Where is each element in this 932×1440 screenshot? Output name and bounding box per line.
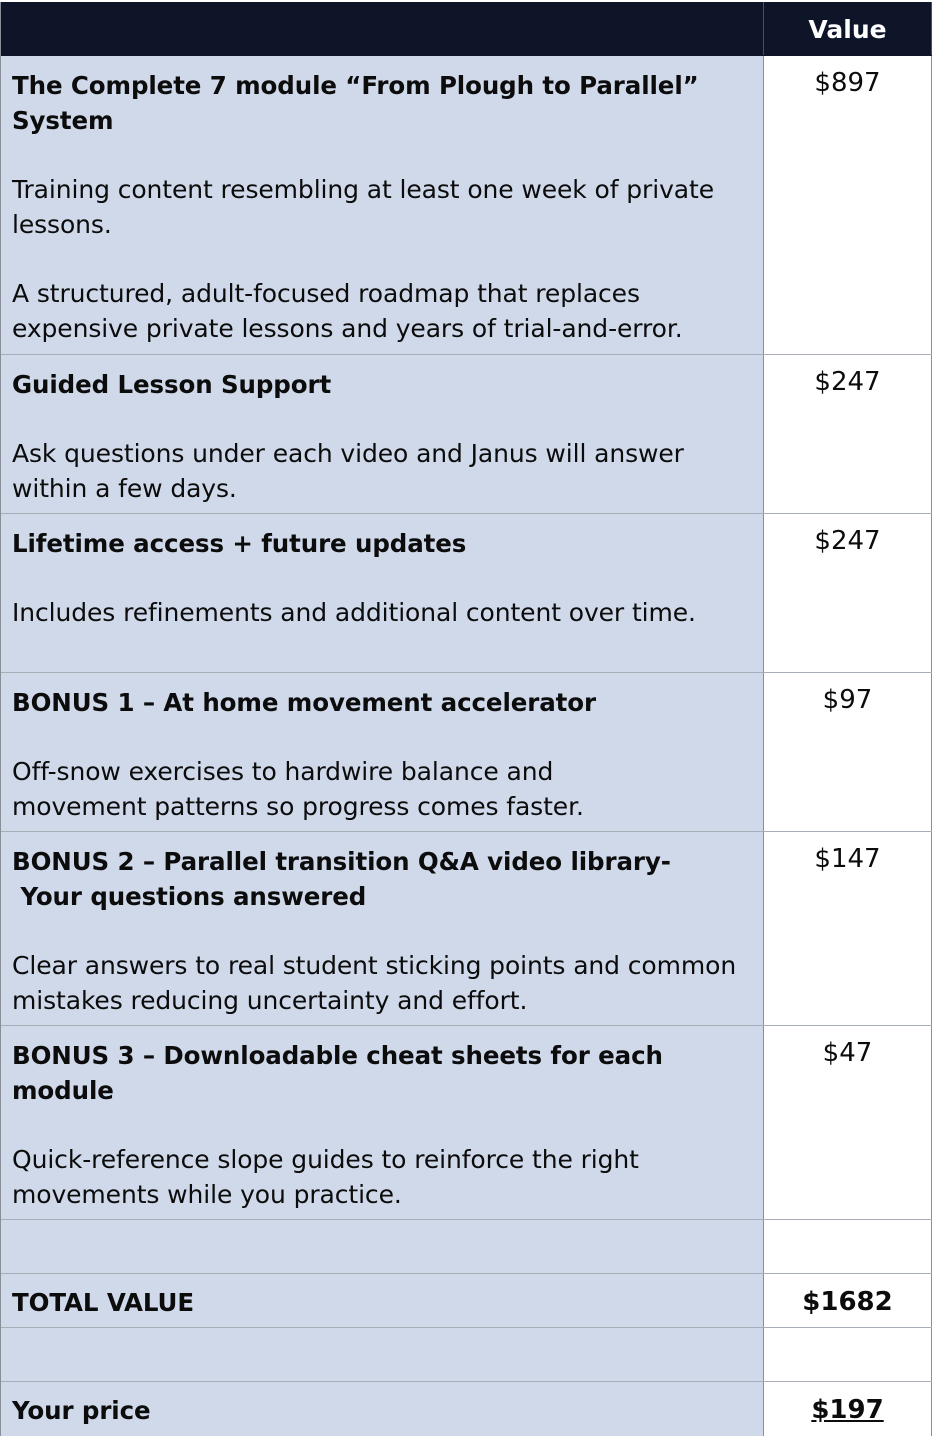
price-label: Your price <box>12 1396 151 1425</box>
table-row-spacer <box>1 1220 932 1274</box>
item-value: $247 <box>764 514 932 672</box>
item-description: Ask questions under each video and Janus will answer within a few days. <box>12 439 684 503</box>
price-value: $197 <box>764 1382 932 1436</box>
total-label-cell <box>1 1274 764 1327</box>
table-row-guided-support <box>1 355 932 514</box>
item-title: BONUS 2 – Parallel transition Q&A video library- Your questions answered <box>12 847 671 911</box>
item-value: $247 <box>764 355 932 513</box>
table-row-complete-system <box>1 56 932 355</box>
spacer-cell <box>764 1220 932 1273</box>
table-header-row <box>1 2 932 56</box>
item-cell <box>1 1026 764 1219</box>
item-description: Clear answers to real student sticking points and common mistakes reducing uncertainty and effort. <box>12 951 737 1015</box>
total-label: TOTAL VALUE <box>12 1288 194 1317</box>
item-value: $147 <box>764 832 932 1025</box>
table-row-bonus-2 <box>1 832 932 1026</box>
item-title: BONUS 1 – At home movement accelerator <box>12 688 597 717</box>
item-cell <box>1 673 764 831</box>
price-label-cell <box>1 1382 764 1436</box>
offer-value-table <box>0 2 932 1436</box>
item-description: Quick-reference slope guides to reinforce the right movements while you practice. <box>12 1145 639 1209</box>
item-cell <box>1 832 764 1025</box>
table-row-bonus-1 <box>1 673 932 832</box>
item-description: A structured, adult-focused roadmap that replaces expensive private lessons and years of trial-and-error. <box>12 279 683 343</box>
item-value: $97 <box>764 673 932 831</box>
table-row-lifetime-access <box>1 514 932 673</box>
item-cell <box>1 355 764 513</box>
item-value: $897 <box>764 56 932 354</box>
item-description: Includes refinements and additional content over time. <box>12 598 696 627</box>
header-value-cell: Value <box>764 2 932 55</box>
item-title: Lifetime access + future updates <box>12 529 467 558</box>
header-item-cell <box>1 2 764 55</box>
item-cell <box>1 514 764 672</box>
total-value: $1682 <box>764 1274 932 1327</box>
table-row-total <box>1 1274 932 1328</box>
spacer-cell <box>1 1220 764 1273</box>
table-row-spacer <box>1 1328 932 1382</box>
table-row-bonus-3 <box>1 1026 932 1220</box>
item-description: Training content resembling at least one week of private lessons. <box>12 175 714 239</box>
spacer-cell <box>764 1328 932 1381</box>
spacer-cell <box>1 1328 764 1381</box>
item-value: $47 <box>764 1026 932 1219</box>
item-title: Guided Lesson Support <box>12 370 332 399</box>
item-cell <box>1 56 764 354</box>
table-row-price <box>1 1382 932 1436</box>
item-title: The Complete 7 module “From Plough to Parallel” System <box>12 71 708 135</box>
item-title: BONUS 3 – Downloadable cheat sheets for each module <box>12 1041 672 1105</box>
item-description: Off-snow exercises to hardwire balance and movement patterns so progress comes faster. <box>12 757 584 821</box>
